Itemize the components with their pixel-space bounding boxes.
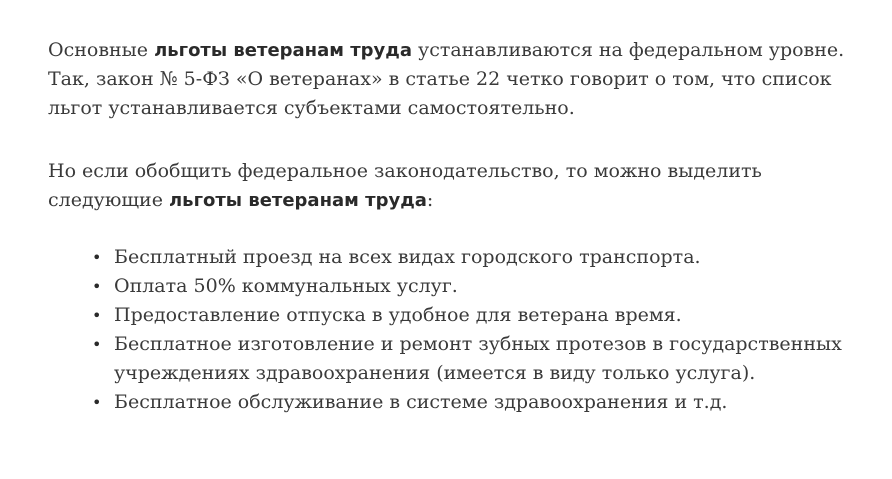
summary-lead-text: Но если обобщить федеральное законодательство, то можно выделить следующие: [48, 160, 762, 211]
list-item: [92, 301, 868, 330]
bullet-icon: •: [92, 306, 102, 325]
bullet-icon: •: [92, 277, 102, 296]
summary-paragraph: [48, 157, 868, 215]
list-item-text: Бесплатное обслуживание в системе здравоохранения и т.д.: [114, 391, 728, 413]
list-item-text: Бесплатный проезд на всех видах городского транспорта.: [114, 246, 701, 268]
list-item-text: Предоставление отпуска в удобное для ветерана время.: [114, 304, 682, 326]
bullet-icon: •: [92, 393, 102, 412]
list-item-text: Оплата 50% коммунальных услуг.: [114, 275, 458, 297]
bullet-icon: •: [92, 248, 102, 267]
summary-bold-term: льготы ветеранам труда: [169, 190, 427, 211]
list-item: [92, 272, 868, 301]
intro-paragraph: [48, 36, 868, 123]
list-item-text: Бесплатное изготовление и ремонт зубных протезов в государственных учреждениях здравоохранения (имеется в виду только услуга).: [114, 333, 842, 384]
intro-lead-text: Основные: [48, 39, 155, 61]
list-item: [92, 330, 868, 388]
article-body: [48, 36, 868, 417]
benefits-list: [48, 243, 868, 417]
summary-tail-text: :: [426, 189, 434, 211]
bullet-icon: •: [92, 335, 102, 354]
list-item: [92, 388, 868, 417]
intro-bold-term: льготы ветеранам труда: [154, 40, 412, 61]
list-item: [92, 243, 868, 272]
intro-rest-text: устанавливаются на федеральном уровне. Так, закон № 5-ФЗ «О ветеранах» в статье 22 четко говорит о том, что список льгот устанавливается субъектами самостоятельно.: [48, 39, 845, 119]
